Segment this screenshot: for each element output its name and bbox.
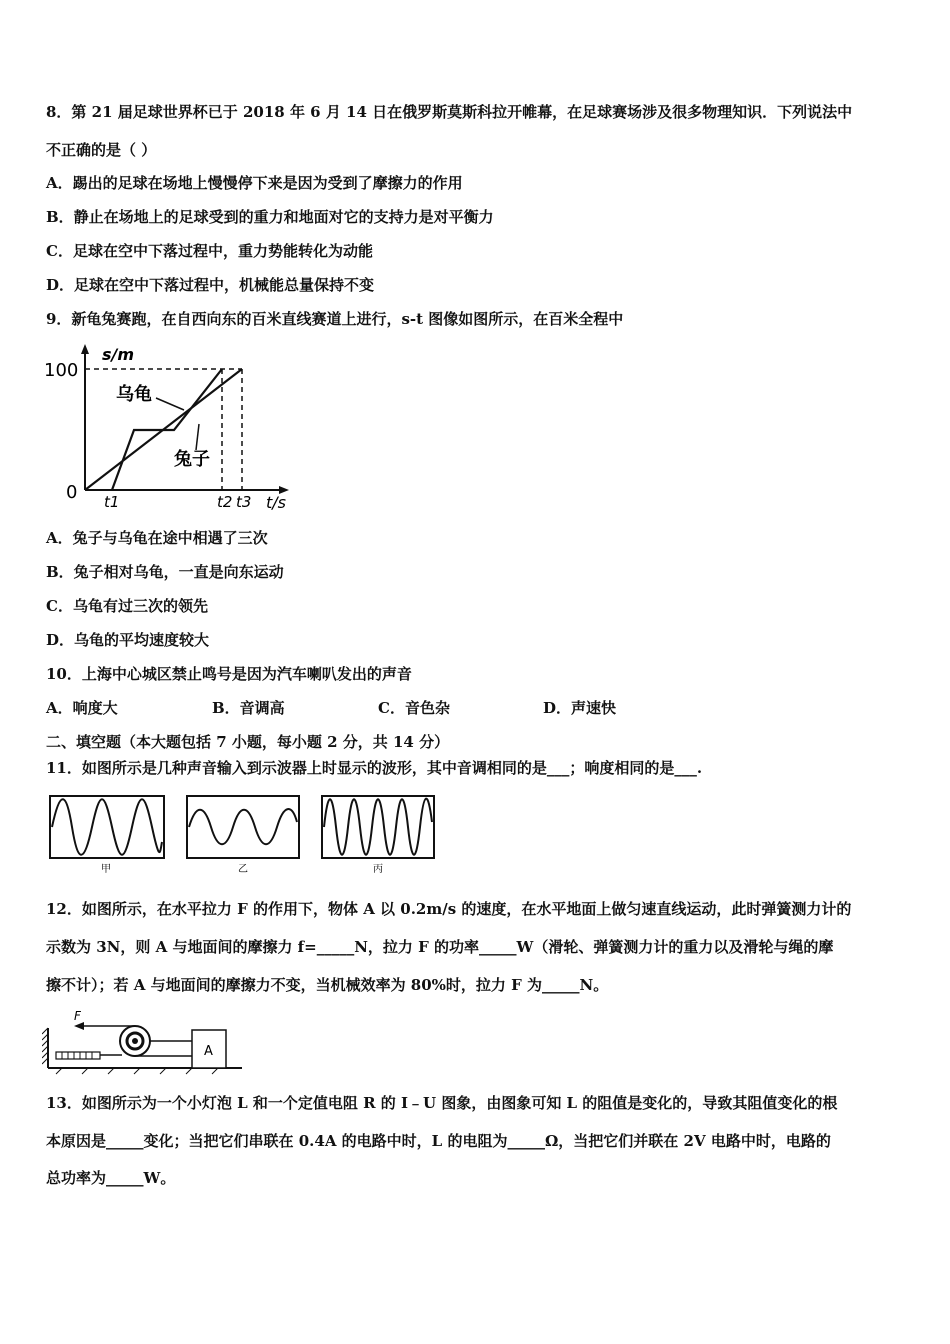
q10-option-b: B．音调高 bbox=[212, 699, 285, 717]
wave-label-jia: 甲 bbox=[101, 864, 111, 875]
origin-label: 0 bbox=[66, 482, 78, 503]
q8-option-d: D．足球在空中下落过程中，机械能总量保持不变 bbox=[46, 276, 375, 294]
q10-option-a: A．响度大 bbox=[46, 699, 118, 717]
q13-line-2: 本原因是_____变化；当把它们串联在 0.4A 的电路中时，L 的电阻为_____Ω，当把它们并联在 2V 电路中时，电路的 bbox=[46, 1132, 831, 1150]
q8-option-b: B．静止在场地上的足球受到的重力和地面对它的支持力是对平衡力 bbox=[46, 208, 494, 226]
q12-pulley-figure bbox=[42, 1008, 247, 1078]
force-arrow bbox=[74, 1022, 84, 1030]
y-axis-arrow bbox=[81, 344, 89, 354]
wave-jia bbox=[52, 799, 162, 855]
q9-st-graph bbox=[44, 340, 314, 515]
q8-stem-line-1: 8．第 21 届足球世界杯已于 2018 年 6 月 14 日在俄罗斯莫斯科拉开帷幕，在足球赛场涉及很多物理知识．下列说法中 bbox=[46, 103, 853, 121]
q9-option-c: C．乌龟有过三次的领先 bbox=[46, 597, 208, 615]
x-axis-label: t/s bbox=[266, 493, 286, 512]
t2-label: t2 bbox=[217, 493, 233, 511]
q12-line-3: 擦不计）；若 A 与地面间的摩擦力不变，当机械效率为 80%时，拉力 F 为_____N。 bbox=[46, 976, 609, 994]
q11-stem: 11．如图所示是几种声音输入到示波器上时显示的波形，其中音调相同的是___；响度相同的是___. bbox=[46, 759, 703, 777]
q13-line-3: 总功率为_____W。 bbox=[46, 1169, 176, 1187]
wave-box-yi bbox=[187, 796, 299, 858]
rabbit-pointer bbox=[196, 424, 199, 450]
q10-option-d: D．声速快 bbox=[543, 699, 617, 717]
wave-label-bing: 丙 bbox=[373, 864, 383, 875]
q8-stem-line-2: 不正确的是（ ） bbox=[46, 141, 157, 159]
block-a-label: A bbox=[204, 1044, 213, 1059]
spring-scale bbox=[56, 1052, 100, 1059]
q10-option-c: C．音色杂 bbox=[378, 699, 450, 717]
q12-line-1: 12．如图所示，在水平拉力 F 的作用下，物体 A 以 0.2m/s 的速度，在水平地面上做匀速直线运动，此时弹簧测力计的 bbox=[46, 900, 852, 918]
wave-label-yi: 乙 bbox=[238, 864, 248, 875]
q9-option-d: D．乌龟的平均速度较大 bbox=[46, 631, 210, 649]
q8-option-a: A．踢出的足球在场地上慢慢停下来是因为受到了摩擦力的作用 bbox=[46, 174, 463, 192]
q8-option-c: C．足球在空中下落过程中，重力势能转化为动能 bbox=[46, 242, 373, 260]
q9-option-a: A．兔子与乌龟在途中相遇了三次 bbox=[46, 529, 268, 547]
q11-waveforms bbox=[46, 792, 441, 877]
rabbit-label: 兔子 bbox=[174, 449, 210, 470]
t3-label: t3 bbox=[236, 493, 252, 511]
q12-line-2: 示数为 3N，则 A 与地面间的摩擦力 f=_____N，拉力 F 的功率_____W（滑轮、弹簧测力计的重力以及滑轮与绳的摩 bbox=[46, 938, 834, 956]
y-axis-label: s/m bbox=[102, 345, 135, 364]
force-label: F bbox=[74, 1009, 81, 1023]
turtle-pointer bbox=[156, 398, 184, 410]
t1-label: t1 bbox=[104, 493, 120, 511]
q9-stem: 9．新龟兔赛跑，在自西向东的百米直线赛道上进行，s-t 图像如图所示，在百米全程中 bbox=[46, 310, 624, 328]
y-tick-100: 100 bbox=[44, 360, 79, 381]
wave-yi bbox=[189, 809, 297, 844]
section2-heading: 二、填空题（本大题包括 7 小题，每小题 2 分，共 14 分） bbox=[46, 733, 450, 751]
wave-bing bbox=[324, 799, 432, 855]
q10-stem: 10．上海中心城区禁止鸣号是因为汽车喇叭发出的声音 bbox=[46, 665, 412, 683]
q13-line-1: 13．如图所示为一个小灯泡 L 和一个定值电阻 R 的 I﹣U 图象，由图象可知 L 的阻值是变化的，导致其阻值变化的根 bbox=[46, 1094, 838, 1112]
q9-option-b: B．兔子相对乌龟，一直是向东运动 bbox=[46, 563, 284, 581]
turtle-label: 乌龟 bbox=[116, 384, 152, 405]
